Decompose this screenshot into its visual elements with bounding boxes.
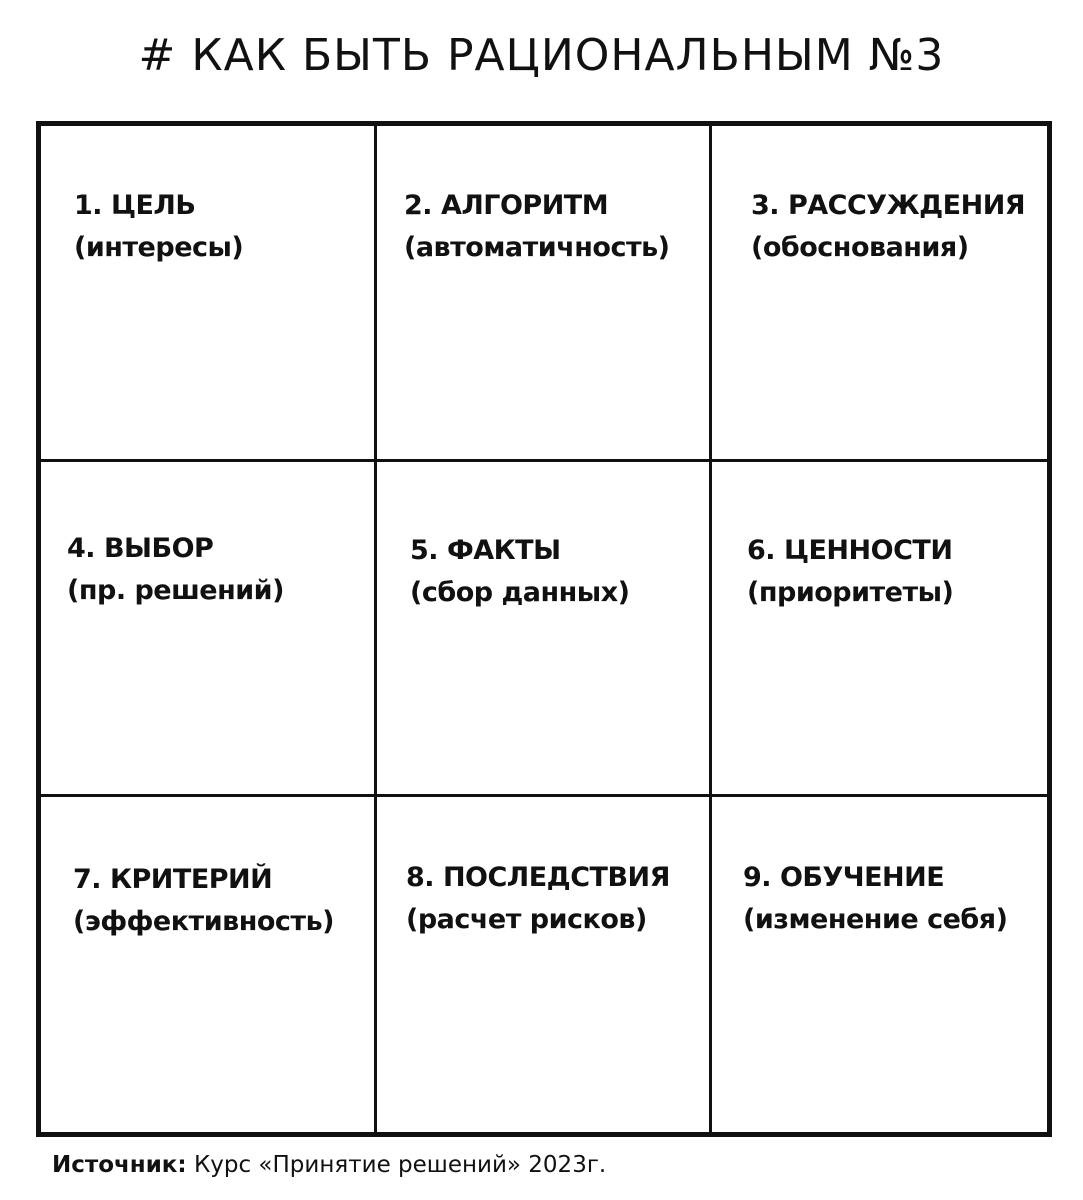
source-caption	[52, 1148, 606, 1182]
cell-heading: 9. ОБУЧЕНИЕ	[743, 862, 945, 893]
grid-cell-choice	[67, 528, 284, 612]
cell-heading: 6. ЦЕННОСТИ	[747, 535, 953, 566]
grid-divider-horizontal-1	[41, 459, 1047, 462]
cell-subtitle: (автоматичность)	[404, 232, 670, 263]
cell-subtitle: (сбор данных)	[410, 577, 630, 608]
cell-subtitle: (пр. решений)	[67, 575, 284, 606]
cell-heading: 8. ПОСЛЕДСТВИЯ	[406, 862, 670, 893]
cell-subtitle: (расчет рисков)	[406, 904, 647, 935]
grid-cell-goal	[74, 185, 243, 269]
page-title: # КАК БЫТЬ РАЦИОНАЛЬНЫМ №3	[138, 30, 945, 81]
cell-heading: 2. АЛГОРИТМ	[404, 190, 609, 221]
grid-cell-consequences	[406, 857, 670, 941]
decision-grid	[36, 121, 1052, 1137]
cell-heading: 3. РАССУЖДЕНИЯ	[751, 190, 1026, 221]
cell-heading: 1. ЦЕЛЬ	[74, 190, 196, 221]
grid-cell-reasoning	[751, 185, 1025, 269]
grid-cell-facts	[410, 530, 629, 614]
grid-cell-criterion	[73, 859, 334, 943]
grid-divider-vertical-2	[709, 126, 712, 1132]
cell-subtitle: (обоснования)	[751, 232, 969, 263]
grid-divider-horizontal-2	[41, 794, 1047, 797]
source-label: Источник:	[52, 1152, 187, 1178]
grid-cell-algorithm	[404, 185, 670, 269]
source-text: Курс «Принятие решений» 2023г.	[193, 1152, 607, 1178]
cell-subtitle: (эффективность)	[73, 906, 334, 937]
grid-cell-values	[747, 530, 953, 614]
cell-heading: 5. ФАКТЫ	[410, 535, 561, 566]
cell-heading: 7. КРИТЕРИЙ	[73, 864, 273, 895]
cell-subtitle: (интересы)	[74, 232, 244, 263]
cell-subtitle: (изменение себя)	[743, 904, 1008, 935]
cell-heading: 4. ВЫБОР	[67, 533, 214, 564]
grid-cell-learning	[743, 857, 1007, 941]
grid-divider-vertical-1	[374, 126, 377, 1132]
cell-subtitle: (приоритеты)	[747, 577, 954, 608]
